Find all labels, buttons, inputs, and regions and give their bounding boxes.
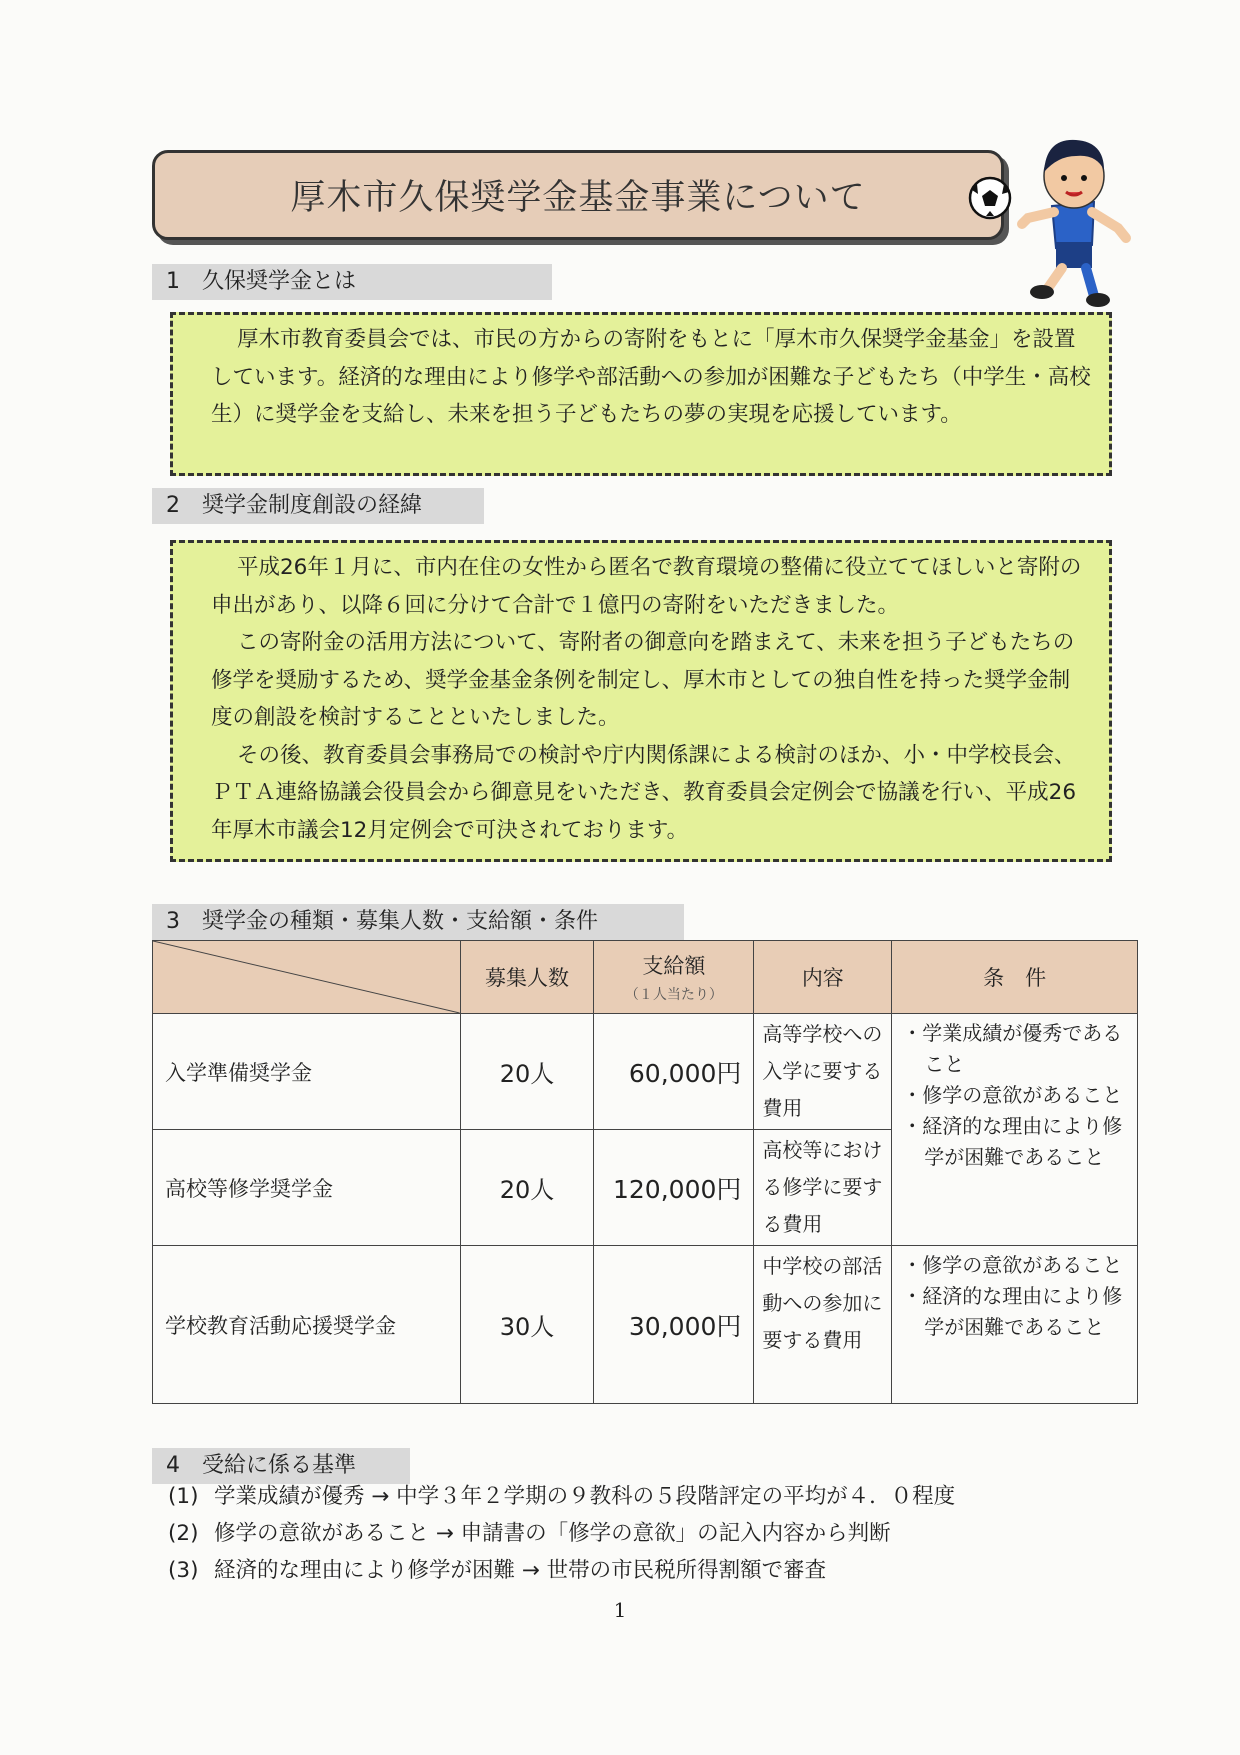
row-amount: 30,000円 — [594, 1246, 754, 1404]
criteria-list — [168, 1478, 955, 1589]
section-2-paragraph: その後、教育委員会事務局での検討や庁内関係課による検討のほか、小・中学校長会、ＰＴＡ連絡協議会役員会から御意見をいただき、教育委員会定例会で協議を行い、平成26年厚木市議会12月定例会で可決されております。 — [211, 742, 1077, 843]
section-4-title: 受給に係る基準 — [202, 1453, 357, 1478]
condition-item: ・経済的な理由により修学が困難であること — [902, 1284, 1123, 1339]
header-amount-sub: （１人当たり） — [624, 987, 723, 1003]
condition-item: ・修学の意欲があること — [902, 1083, 1123, 1107]
header-corner-cell — [153, 941, 461, 1014]
section-1-number: 1 — [166, 269, 180, 294]
row-name: 高校等修学奨学金 — [153, 1130, 461, 1246]
criteria-text: 経済的な理由により修学が困難 → 世帯の市民税所得割額で審査 — [214, 1558, 827, 1583]
soccer-player-illustration — [968, 120, 1148, 310]
row-name: 学校教育活動応援奨学金 — [153, 1246, 461, 1404]
soccer-ball-icon — [970, 178, 1010, 218]
table-header-row — [153, 941, 1138, 1014]
section-1-title: 久保奨学金とは — [202, 269, 357, 294]
scholarship-table — [152, 940, 1138, 1404]
header-count: 募集人数 — [460, 941, 594, 1014]
header-amount-label: 支給額 — [642, 954, 706, 978]
criteria-index: (1) — [168, 1484, 199, 1509]
row-count: 20人 — [460, 1130, 594, 1246]
row-amount: 60,000円 — [594, 1014, 754, 1130]
header-amount — [594, 941, 754, 1014]
row-content: 高等学校への入学に要する費用 — [754, 1014, 892, 1130]
section-2-heading — [152, 488, 484, 524]
section-1-body: 厚木市教育委員会では、市民の方からの寄附をもとに「厚木市久保奨学金基金」を設置しています。経済的な理由により修学や部活動への参加が困難な子どもたち（中学生・高校生）に奨学金を支給し、未来を担う子どもたちの夢の実現を応援しています。 — [211, 327, 1091, 427]
table-row — [153, 1246, 1138, 1404]
section-3-title: 奨学金の種類・募集人数・支給額・条件 — [202, 909, 599, 934]
section-2-paragraph: 平成26年１月に、市内在住の女性から匿名で教育環境の整備に役立ててほしいと寄附の申出があり、以降６回に分けて合計で１億円の寄附をいただきました。 — [211, 555, 1082, 618]
section-2-number: 2 — [166, 493, 180, 518]
player-figure — [1022, 140, 1126, 307]
criteria-index: (3) — [168, 1558, 199, 1583]
row-content: 中学校の部活動への参加に要する費用 — [754, 1246, 892, 1404]
row-count: 30人 — [460, 1246, 594, 1404]
header-conditions: 条 件 — [892, 941, 1138, 1014]
condition-item: ・経済的な理由により修学が困難であること — [902, 1114, 1123, 1169]
conditions-cell — [892, 1246, 1138, 1404]
row-content: 高校等における修学に要する費用 — [754, 1130, 892, 1246]
row-name: 入学準備奨学金 — [153, 1014, 461, 1130]
section-2-title: 奨学金制度創設の経緯 — [202, 493, 423, 518]
criteria-index: (2) — [168, 1521, 199, 1546]
header-content: 内容 — [754, 941, 892, 1014]
row-count: 20人 — [460, 1014, 594, 1130]
section-3-heading — [152, 904, 684, 940]
section-2-paragraph: この寄附金の活用方法について、寄附者の御意向を踏まえて、未来を担う子どもたちの修学を奨励するため、奨学金基金条例を制定し、厚木市としての独自性を持った奨学金制度の創設を検討することといたしました。 — [211, 630, 1075, 730]
section-3-number: 3 — [166, 909, 180, 934]
row-amount: 120,000円 — [594, 1130, 754, 1246]
list-item — [168, 1552, 955, 1589]
list-item — [168, 1478, 955, 1515]
condition-item: ・学業成績が優秀であること — [902, 1021, 1123, 1076]
table-row — [153, 1014, 1138, 1130]
section-1-box — [170, 312, 1112, 476]
criteria-text: 学業成績が優秀 → 中学３年２学期の９教科の５段階評定の平均が４．０程度 — [214, 1484, 956, 1509]
condition-item: ・修学の意欲があること — [902, 1253, 1123, 1277]
page-number: 1 — [613, 1598, 627, 1622]
section-1-heading — [152, 264, 552, 300]
criteria-text: 修学の意欲があること → 申請書の「修学の意欲」の記入内容から判断 — [214, 1521, 891, 1546]
conditions-cell — [892, 1014, 1138, 1246]
section-4-number: 4 — [166, 1453, 180, 1478]
section-2-box — [170, 540, 1112, 862]
page-title: 厚木市久保奨学金基金事業について — [152, 150, 1004, 240]
list-item — [168, 1515, 955, 1552]
